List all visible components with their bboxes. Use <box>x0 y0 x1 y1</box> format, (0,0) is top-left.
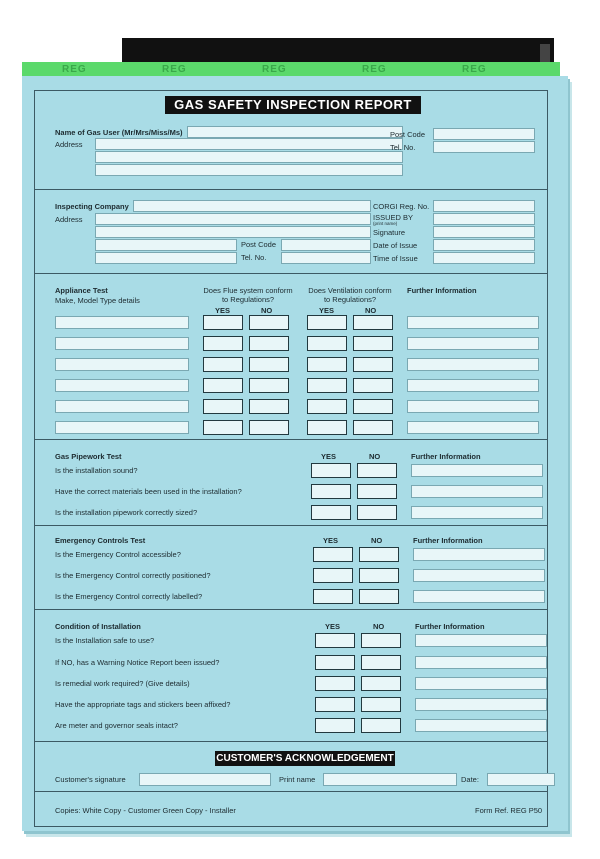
emergency-yes-1[interactable] <box>313 547 353 562</box>
condition-further-2[interactable] <box>415 656 547 669</box>
emergency-yes-3[interactable] <box>313 589 353 604</box>
condition-yes-1[interactable] <box>315 633 355 648</box>
flue-no-6[interactable] <box>249 420 289 435</box>
appliance-further-4[interactable] <box>407 379 539 392</box>
condition-no-4[interactable] <box>361 697 401 712</box>
condition-further-3[interactable] <box>415 677 547 690</box>
band-text: REG <box>162 64 187 75</box>
time-issue-label: Time of Issue <box>373 254 418 263</box>
pipework-no-2[interactable] <box>357 484 397 499</box>
postcode-field[interactable] <box>433 128 535 140</box>
flue-no-4[interactable] <box>249 378 289 393</box>
condition-further-4[interactable] <box>415 698 547 711</box>
condition-section <box>35 609 547 742</box>
page-title: GAS SAFETY INSPECTION REPORT <box>165 96 421 114</box>
pipework-yes-3[interactable] <box>311 505 351 520</box>
emergency-no-label: NO <box>371 536 383 545</box>
appliance-make-1[interactable] <box>55 316 189 329</box>
address-field-1[interactable] <box>95 138 403 150</box>
company-field[interactable] <box>133 200 371 212</box>
condition-yes-label: YES <box>325 622 341 631</box>
ventilation-label: Does Ventilation conform to Regulations? <box>308 286 392 304</box>
corgi-field[interactable] <box>433 200 535 212</box>
condition-no-2[interactable] <box>361 655 401 670</box>
emergency-no-1[interactable] <box>359 547 399 562</box>
copies-note: Copies: White Copy - Customer Green Copy - Installer <box>55 806 236 815</box>
appliance-further-6[interactable] <box>407 421 539 434</box>
make-model-label: Make, Model Type details <box>55 296 140 305</box>
footer <box>35 791 547 827</box>
vent-no-3[interactable] <box>353 357 393 372</box>
vent-no-6[interactable] <box>353 420 393 435</box>
emergency-yes-label: YES <box>323 536 339 545</box>
print-name-label: (print name) <box>373 221 398 226</box>
postcode-label: Post Code <box>390 130 426 139</box>
condition-yes-2[interactable] <box>315 655 355 670</box>
condition-no-1[interactable] <box>361 633 401 648</box>
appliance-make-2[interactable] <box>55 337 189 350</box>
vent-no-label: NO <box>365 306 377 315</box>
vent-yes-2[interactable] <box>307 336 347 351</box>
condition-q4: Have the appropriate tags and stickers been affixed? <box>55 700 231 709</box>
condition-yes-5[interactable] <box>315 718 355 733</box>
company-tel-label: Tel. No. <box>241 253 267 262</box>
address-field-2[interactable] <box>95 151 403 163</box>
pipework-yes-1[interactable] <box>311 463 351 478</box>
company-label: Inspecting Company <box>55 202 129 211</box>
vent-no-2[interactable] <box>353 336 393 351</box>
company-section <box>35 189 547 274</box>
band-text: REG <box>462 64 487 75</box>
acknowledgement-section <box>35 741 547 792</box>
vent-yes-label: YES <box>319 306 335 315</box>
appliance-heading: Appliance Test <box>55 286 108 295</box>
date-issue-label: Date of Issue <box>373 241 418 250</box>
name-label: Name of Gas User (Mr/Mrs/Miss/Ms) <box>55 128 183 137</box>
condition-further-1[interactable] <box>415 634 547 647</box>
tel-field[interactable] <box>433 141 535 153</box>
vent-no-5[interactable] <box>353 399 393 414</box>
emergency-no-2[interactable] <box>359 568 399 583</box>
ack-date-label: Date: <box>461 775 479 784</box>
vent-yes-4[interactable] <box>307 378 347 393</box>
flue-no-1[interactable] <box>249 315 289 330</box>
band-text: REG <box>262 64 287 75</box>
appliance-section <box>35 273 547 440</box>
gas-user-section <box>35 91 547 189</box>
appliance-make-3[interactable] <box>55 358 189 371</box>
address-field-3[interactable] <box>95 164 403 176</box>
flue-yes-3[interactable] <box>203 357 243 372</box>
pipework-q3: Is the installation pipework correctly sized? <box>55 508 198 517</box>
pipework-no-3[interactable] <box>357 505 397 520</box>
pipework-further-3[interactable] <box>411 506 543 519</box>
issued-by-label: ISSUED BY <box>373 213 414 222</box>
appliance-further-5[interactable] <box>407 400 539 413</box>
condition-no-3[interactable] <box>361 676 401 691</box>
print-name-field[interactable] <box>323 773 457 786</box>
emergency-q1: Is the Emergency Control accessible? <box>55 550 181 559</box>
time-issue-field[interactable] <box>433 252 535 264</box>
band-text: REG <box>362 64 387 75</box>
pipework-q2: Have the correct materials been used in the installation? <box>55 487 242 496</box>
emergency-further-2[interactable] <box>413 569 545 582</box>
pipework-further-label: Further Information <box>411 452 481 461</box>
appliance-further-1[interactable] <box>407 316 539 329</box>
condition-no-5[interactable] <box>361 718 401 733</box>
appliance-make-4[interactable] <box>55 379 189 392</box>
date-issue-field[interactable] <box>433 239 535 251</box>
company-postcode-field[interactable] <box>281 239 371 251</box>
company-address-1[interactable] <box>95 213 371 225</box>
flue-label: Does Flue system conform to Regulations? <box>203 286 293 304</box>
flue-yes-4[interactable] <box>203 378 243 393</box>
condition-heading: Condition of Installation <box>55 622 141 631</box>
condition-q3: Is remedial work required? (Give details) <box>55 679 190 688</box>
address-label: Address <box>55 140 83 149</box>
corgi-label: CORGI Reg. No. <box>373 202 430 211</box>
emergency-further-1[interactable] <box>413 548 545 561</box>
vent-yes-1[interactable] <box>307 315 347 330</box>
flue-no-2[interactable] <box>249 336 289 351</box>
flue-no-3[interactable] <box>249 357 289 372</box>
company-address-label: Address <box>55 215 83 224</box>
name-field[interactable] <box>187 126 403 138</box>
condition-yes-4[interactable] <box>315 697 355 712</box>
appliance-further-label: Further Information <box>407 286 477 295</box>
pipework-no-label: NO <box>369 452 381 461</box>
condition-yes-3[interactable] <box>315 676 355 691</box>
pipework-no-1[interactable] <box>357 463 397 478</box>
vent-yes-5[interactable] <box>307 399 347 414</box>
emergency-q2: Is the Emergency Control correctly positioned? <box>55 571 211 580</box>
emergency-further-label: Further Information <box>413 536 483 545</box>
vent-no-4[interactable] <box>353 378 393 393</box>
flue-yes-5[interactable] <box>203 399 243 414</box>
emergency-section <box>35 525 547 610</box>
form-ref: Form Ref. REG P50 <box>475 806 543 815</box>
pipework-further-1[interactable] <box>411 464 543 477</box>
flue-no-label: NO <box>261 306 273 315</box>
condition-no-label: NO <box>373 622 385 631</box>
print-name-label: Print name <box>279 775 316 784</box>
condition-further-label: Further Information <box>415 622 485 631</box>
form-border <box>34 90 548 827</box>
flue-yes-2[interactable] <box>203 336 243 351</box>
emergency-further-3[interactable] <box>413 590 545 603</box>
flue-yes-6[interactable] <box>203 420 243 435</box>
acknowledgement-heading: CUSTOMER'S ACKNOWLEDGEMENT <box>216 753 394 764</box>
company-postcode-label: Post Code <box>241 240 277 249</box>
signature-label: Signature <box>373 228 406 237</box>
ack-date-field[interactable] <box>487 773 555 786</box>
condition-q5: Are meter and governor seals intact? <box>55 721 178 730</box>
vent-yes-6[interactable] <box>307 420 347 435</box>
emergency-q3: Is the Emergency Control correctly labelled? <box>55 592 203 601</box>
company-address-4[interactable] <box>95 252 237 264</box>
flue-yes-label: YES <box>215 306 231 315</box>
emergency-no-3[interactable] <box>359 589 399 604</box>
company-address-2[interactable] <box>95 226 371 238</box>
pipework-yes-label: YES <box>321 452 337 461</box>
condition-q1: Is the Installation safe to use? <box>55 636 155 645</box>
vent-no-1[interactable] <box>353 315 393 330</box>
emergency-yes-2[interactable] <box>313 568 353 583</box>
appliance-further-2[interactable] <box>407 337 539 350</box>
company-tel-field[interactable] <box>281 252 371 264</box>
appliance-make-6[interactable] <box>55 421 189 434</box>
issued-by-field[interactable] <box>433 213 535 225</box>
band-text: REG <box>62 64 87 75</box>
pipework-q1: Is the installation sound? <box>55 466 138 475</box>
vent-yes-3[interactable] <box>307 357 347 372</box>
emergency-heading: Emergency Controls Test <box>55 536 146 545</box>
customer-signature-label: Customer's signature <box>55 775 126 784</box>
flue-yes-1[interactable] <box>203 315 243 330</box>
pipework-section <box>35 439 547 526</box>
company-address-3[interactable] <box>95 239 237 251</box>
pipework-yes-2[interactable] <box>311 484 351 499</box>
appliance-make-5[interactable] <box>55 400 189 413</box>
appliance-further-3[interactable] <box>407 358 539 371</box>
customer-signature-field[interactable] <box>139 773 271 786</box>
condition-q2: If NO, has a Warning Notice Report been issued? <box>55 658 220 667</box>
condition-further-5[interactable] <box>415 719 547 732</box>
flue-no-5[interactable] <box>249 399 289 414</box>
pipework-further-2[interactable] <box>411 485 543 498</box>
tel-label: Tel. No. <box>390 143 416 152</box>
pipework-heading: Gas Pipework Test <box>55 452 122 461</box>
signature-field[interactable] <box>433 226 535 238</box>
